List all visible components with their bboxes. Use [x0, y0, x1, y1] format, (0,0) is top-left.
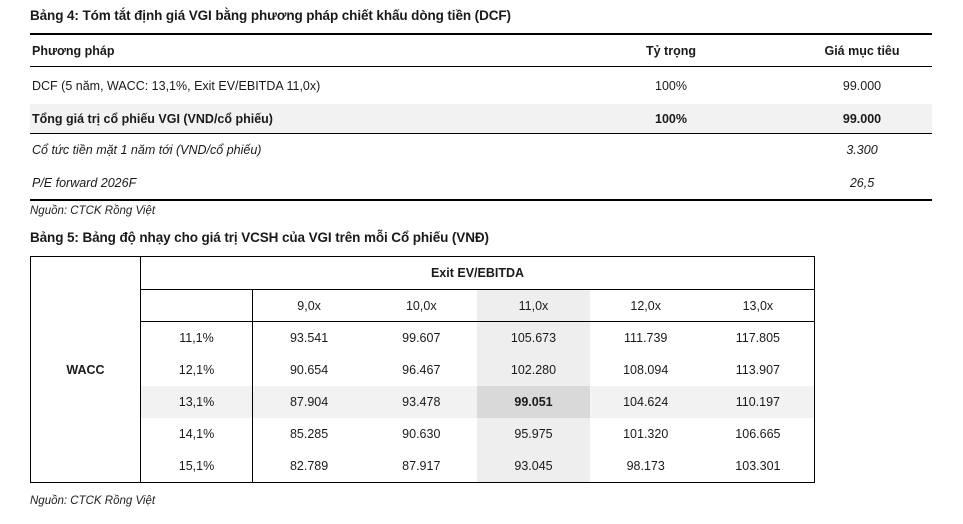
sensitivity-value: 105.673: [477, 322, 589, 354]
column-header-target-price: Giá mục tiêu: [824, 43, 900, 58]
cell-method: P/E forward 2026F: [32, 175, 137, 190]
cell-method: DCF (5 năm, WACC: 13,1%, Exit EV/EBITDA 11,0x): [32, 78, 321, 93]
cell-weight: 100%: [655, 111, 687, 126]
wacc-row-header: 14,1%: [141, 418, 253, 450]
sensitivity-value: 101.320: [623, 427, 669, 441]
table5-source: Nguồn: CTCK Rồng Việt: [30, 495, 156, 507]
table-row-cash-dividend: [30, 134, 932, 166]
sensitivity-value: 110.197: [702, 386, 814, 418]
sensitivity-value: 108.094: [623, 363, 669, 377]
sensitivity-value: 82.789: [289, 459, 329, 473]
sensitivity-value: 117.805: [735, 331, 781, 345]
sensitivity-value: 99.607: [402, 331, 441, 345]
cell-target-price: 99.000: [842, 111, 882, 126]
table-row-pe-forward: [30, 166, 932, 199]
sensitivity-value: 96.467: [402, 363, 441, 377]
sensitivity-value: 106.665: [735, 427, 781, 441]
sensitivity-table: [30, 256, 815, 483]
column-header-multiple-base: 11,0x: [477, 290, 589, 322]
wacc-axis-label: WACC: [31, 257, 141, 482]
table4-header-row: [30, 35, 932, 67]
sensitivity-value: 85.285: [289, 427, 329, 441]
cell-weight: 100%: [655, 78, 687, 93]
cell-method: Tổng giá trị cổ phiếu VGI (VND/cổ phiếu): [32, 111, 273, 126]
sensitivity-value: 93.541: [289, 331, 329, 345]
sensitivity-value: 98.173: [626, 459, 665, 473]
sensitivity-value: 95.975: [477, 418, 589, 450]
cell-method: Cổ tức tiền mặt 1 năm tới (VND/cổ phiếu): [32, 143, 262, 157]
sensitivity-value-base-case: 99.051: [477, 386, 589, 418]
blank-corner-cell: [141, 290, 253, 322]
exit-ev-ebitda-axis-label: Exit EV/EBITDA: [141, 257, 814, 290]
table-row-total-equity-value: [30, 104, 932, 134]
column-header-multiple: 9,0x: [253, 290, 365, 322]
sensitivity-value: 87.904: [253, 386, 365, 418]
sensitivity-value: 93.045: [477, 450, 589, 482]
sensitivity-value: 90.630: [402, 427, 441, 441]
table4-title: Bảng 4: Tóm tắt định giá VGI bằng phương pháp chiết khấu dòng tiền (DCF): [30, 8, 511, 23]
sensitivity-value: 93.478: [365, 386, 477, 418]
table-row-dcf: [30, 67, 932, 104]
wacc-row-header: 12,1%: [141, 354, 253, 386]
wacc-row-header: 15,1%: [141, 450, 253, 482]
wacc-row-header: 11,1%: [141, 322, 253, 354]
sensitivity-value: 111.739: [624, 331, 668, 345]
column-header-multiple: 12,0x: [590, 290, 702, 322]
sensitivity-value: 87.917: [402, 459, 441, 473]
sensitivity-value: 90.654: [289, 363, 329, 377]
cell-target-price: 99.000: [842, 78, 882, 93]
dcf-valuation-table: [30, 33, 932, 201]
sensitivity-value: 103.301: [735, 459, 781, 473]
sensitivity-value: 113.907: [735, 363, 781, 377]
column-header-weight: Tỷ trọng: [646, 43, 696, 58]
column-header-method: Phương pháp: [32, 43, 115, 58]
sensitivity-value: 104.624: [590, 386, 702, 418]
table5-title: Bảng 5: Bảng độ nhạy cho giá trị VCSH của VGI trên mỗi Cổ phiếu (VNĐ): [30, 230, 489, 245]
cell-target-price: 3.300: [846, 143, 878, 157]
column-header-multiple: 13,0x: [702, 290, 814, 322]
table4-source: Nguồn: CTCK Rồng Việt: [30, 205, 156, 217]
wacc-row-header-base: 13,1%: [141, 386, 253, 418]
sensitivity-value: 102.280: [477, 354, 589, 386]
column-header-multiple: 10,0x: [365, 290, 477, 322]
cell-target-price: 26,5: [849, 175, 875, 190]
